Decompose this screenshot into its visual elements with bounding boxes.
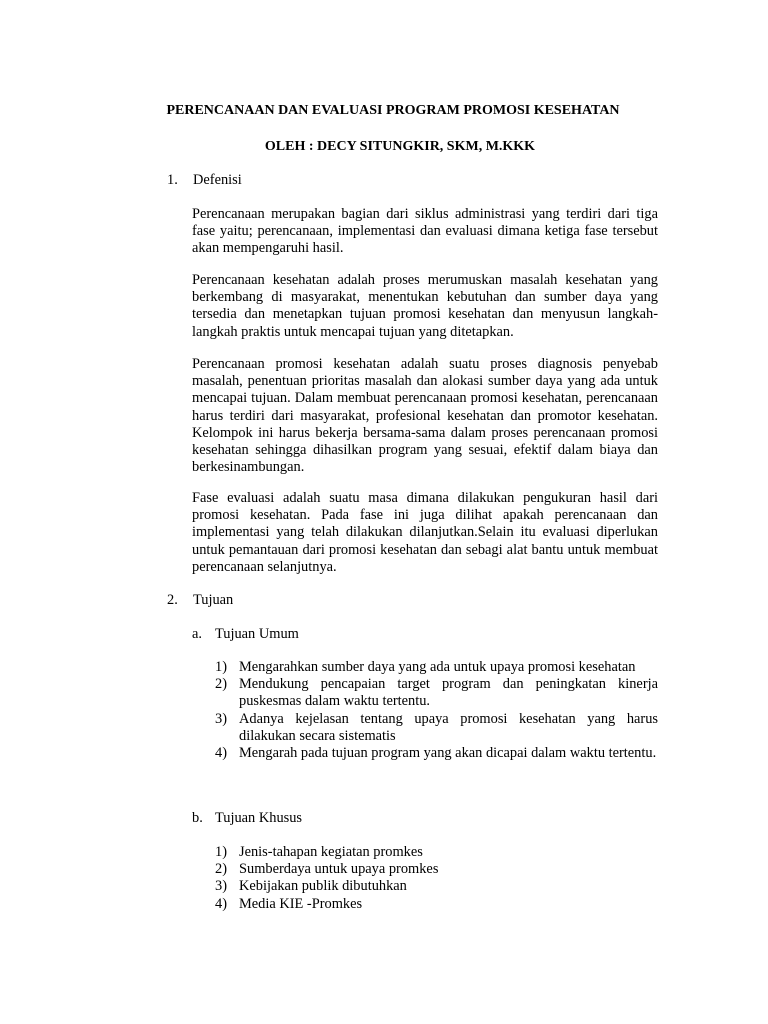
subsection-label: Tujuan Khusus xyxy=(215,810,303,826)
list-item xyxy=(215,676,658,710)
list-text: Mengarahkan sumber daya yang ada untuk upaya promosi kesehatan xyxy=(239,659,636,675)
list-text: Mendukung pencapaian target program dan peningkatan kinerja puskesmas dalam waktu tertentu. xyxy=(239,676,658,710)
list-number: 2) xyxy=(215,861,227,878)
tujuan-umum-list xyxy=(215,659,658,762)
list-number: 1) xyxy=(215,844,227,860)
list-number: 3) xyxy=(215,710,227,727)
paragraph: Perencanaan kesehatan adalah proses merumuskan masalah kesehatan yang berkembang di masyarakat, menentukan kebutuhan dan sumber daya yang tersedia dan menetapkan tujuan promosi kesehatan dan menyusun langkah-langkah praktis untuk mencapai tujuan yang ditetapkan. xyxy=(192,272,658,340)
document-author: OLEH : DECY SITUNGKIR, SKM, M.KKK xyxy=(264,139,536,154)
list-item xyxy=(215,745,658,762)
list-number: 2) xyxy=(215,676,227,693)
section-label: Tujuan xyxy=(193,592,234,608)
list-item xyxy=(215,896,658,913)
subsection-letter: a. xyxy=(192,626,202,642)
list-item xyxy=(215,861,658,878)
section-number: 1. xyxy=(167,172,178,188)
list-text: Sumberdaya untuk upaya promkes xyxy=(239,861,439,878)
list-item xyxy=(215,878,658,895)
list-number: 4) xyxy=(215,745,227,762)
list-number: 4) xyxy=(215,895,227,912)
list-text: Jenis-tahapan kegiatan promkes xyxy=(239,844,423,860)
paragraph: Perencanaan merupakan bagian dari siklus administrasi yang terdiri dari tiga fase yaitu; perencanaan, implementasi dan evaluasi dimana ketiga fase tersebut akan mempengaruhi hasil. xyxy=(192,206,658,257)
list-item xyxy=(215,711,658,745)
subsection-label: Tujuan Umum xyxy=(215,626,299,642)
list-item xyxy=(215,844,658,861)
subsection-letter: b. xyxy=(192,810,203,826)
list-number: 1) xyxy=(215,659,227,675)
list-text: Adanya kejelasan tentang upaya promosi kesehatan yang harus dilakukan secara sistematis xyxy=(239,710,658,744)
list-text: Kebijakan publik dibutuhkan xyxy=(239,878,407,895)
list-item xyxy=(215,659,658,676)
list-text: Media KIE -Promkes xyxy=(239,895,363,912)
list-text: Mengarah pada tujuan program yang akan dicapai dalam waktu tertentu. xyxy=(239,745,657,762)
section-label: Defenisi xyxy=(193,172,242,188)
document-title: PERENCANAAN DAN EVALUASI PROGRAM PROMOSI KESEHATAN xyxy=(166,103,620,118)
list-number: 3) xyxy=(215,878,227,895)
paragraph: Fase evaluasi adalah suatu masa dimana dilakukan pengukuran hasil dari promosi kesehatan. Pada fase ini juga dilihat apakah perencanaan dan implementasi yang telah dilakukan dilanjutkan.Selain itu evaluasi diperlukan untuk pemantauan dari promosi kesehatan dan sebagi alat bantu untuk membuat perencanaan selanjutnya. xyxy=(192,490,658,575)
section-number: 2. xyxy=(167,592,178,608)
paragraph: Perencanaan promosi kesehatan adalah suatu proses diagnosis penyebab masalah, penentuan prioritas masalah dan alokasi sumber daya yang ada untuk mencapai tujuan. Dalam membuat perencanaan promosi kesehatan, perencanaan harus terdiri dari masyarakat, profesional kesehatan dan promotor kesehatan. Kelompok ini harus bekerja bersama-sama dalam proses perencanaan promosi kesehatan sehingga dihasilkan program yang sesuai, efektif dalam biaya dan berkesinambungan. xyxy=(192,356,658,476)
tujuan-khusus-list xyxy=(215,844,658,913)
